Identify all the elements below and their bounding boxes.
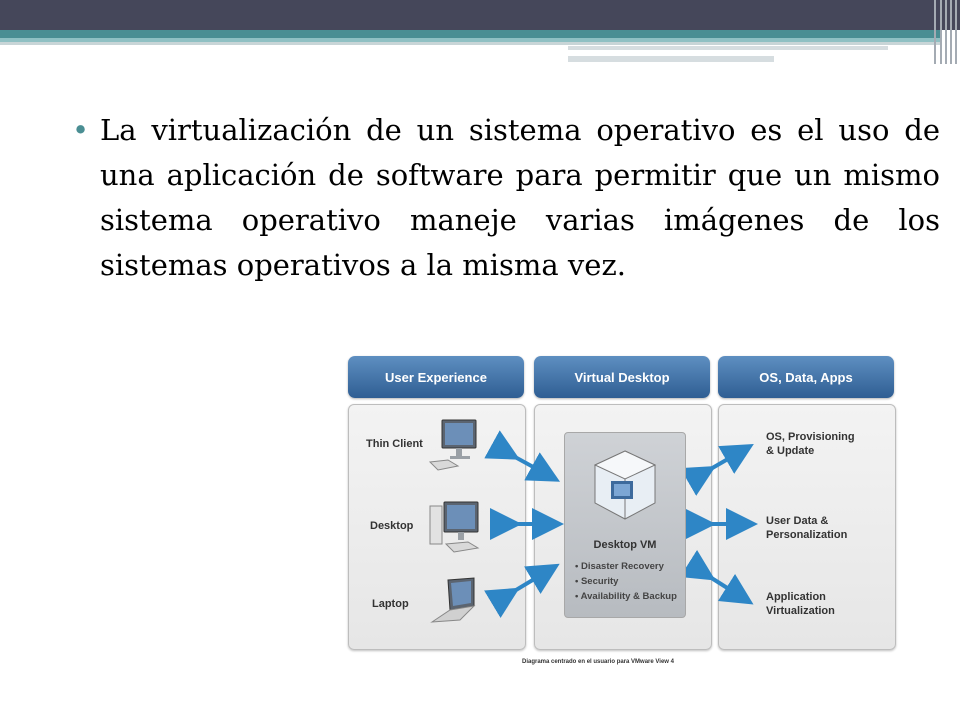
vm-feature-list <box>575 559 677 604</box>
vm-feature: • Availability & Backup <box>575 591 677 602</box>
header-subline <box>568 46 888 50</box>
column-header-virtual-desktop: Virtual Desktop <box>534 356 710 398</box>
column-header-user-experience: User Experience <box>348 356 524 398</box>
slide-body <box>72 108 940 288</box>
header-band-dark <box>0 0 960 30</box>
column-header-os-data-apps: OS, Data, Apps <box>718 356 894 398</box>
service-label-app-virtualization: Application Virtualization <box>766 591 835 617</box>
vm-title: Desktop VM <box>593 539 657 551</box>
desktop-vm-box <box>564 432 686 618</box>
header-band-teal <box>0 30 940 38</box>
header-subline-2 <box>568 56 774 62</box>
service-label-provisioning: OS, Provisioning & Update <box>766 431 855 457</box>
body-text: La virtualización de un sistema operativo es el uso de una aplicación de software para permitir que un mismo sistema operativo maneje varias imágenes de los sistemas operativos a la misma vez. <box>100 113 940 282</box>
header-band-gray <box>0 42 940 45</box>
vdi-diagram <box>340 356 902 652</box>
service-label-user-data: User Data & Personalization <box>766 515 848 541</box>
device-label-laptop: Laptop <box>372 598 409 610</box>
device-label-thin-client: Thin Client <box>366 438 423 450</box>
bullet-icon: • <box>72 113 90 147</box>
diagram-caption: Diagrama centrado en el usuario para VMware View 4 <box>522 659 674 665</box>
device-label-desktop: Desktop <box>370 520 414 532</box>
virtual-machine-cube-icon <box>591 447 659 527</box>
vm-feature: • Disaster Recovery <box>575 561 664 572</box>
corner-stripes <box>928 0 960 64</box>
vm-feature: • Security <box>575 576 619 587</box>
